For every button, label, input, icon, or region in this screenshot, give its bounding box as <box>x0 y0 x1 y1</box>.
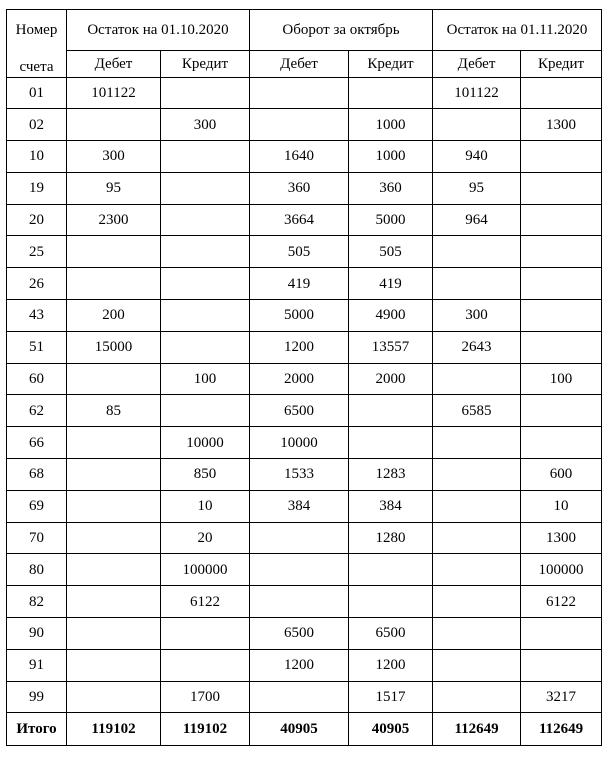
account-number-cell: 90 <box>7 618 67 650</box>
closing-credit-cell: 100000 <box>521 554 602 586</box>
opening-debit-cell: 300 <box>67 141 161 173</box>
opening-credit-cell <box>161 141 250 173</box>
table-row <box>7 204 602 236</box>
closing-credit-cell <box>521 236 602 268</box>
table-row <box>7 172 602 204</box>
opening-debit-cell <box>67 427 161 459</box>
turnover-debit-cell: 505 <box>250 236 349 268</box>
header-row-subs <box>7 51 602 78</box>
turnover-credit-cell: 1283 <box>349 459 433 491</box>
turnover-credit-cell: 360 <box>349 172 433 204</box>
turnover-credit-cell: 5000 <box>349 204 433 236</box>
turnover-debit-cell <box>250 109 349 141</box>
turnover-credit-cell: 1000 <box>349 109 433 141</box>
opening-credit-cell <box>161 77 250 109</box>
turnover-debit-cell <box>250 554 349 586</box>
opening-debit-cell <box>67 236 161 268</box>
closing-credit-cell: 10 <box>521 490 602 522</box>
closing-credit-cell: 6122 <box>521 586 602 618</box>
closing-credit-cell <box>521 300 602 332</box>
closing-debit-cell: 101122 <box>433 77 521 109</box>
closing-credit-cell: 600 <box>521 459 602 491</box>
closing-debit-cell <box>433 681 521 713</box>
account-number-cell: 19 <box>7 172 67 204</box>
turnover-debit-cell: 1533 <box>250 459 349 491</box>
account-number-cell: 25 <box>7 236 67 268</box>
turnover-credit-cell: 505 <box>349 236 433 268</box>
opening-debit-cell <box>67 522 161 554</box>
turnover-credit-cell <box>349 427 433 459</box>
table-row <box>7 490 602 522</box>
account-number-header-top: Номер <box>7 10 67 51</box>
closing-credit-cell <box>521 618 602 650</box>
closing-debit-cell <box>433 363 521 395</box>
opening-debit-cell <box>67 681 161 713</box>
closing-debit-cell <box>433 109 521 141</box>
opening-credit-cell: 300 <box>161 109 250 141</box>
closing-credit-cell <box>521 172 602 204</box>
opening-credit-cell: 10 <box>161 490 250 522</box>
table-body <box>7 77 602 713</box>
table-row <box>7 141 602 173</box>
opening-debit-cell: 101122 <box>67 77 161 109</box>
turnover-debit-cell <box>250 522 349 554</box>
opening-credit-cell <box>161 268 250 300</box>
opening-debit-cell <box>67 649 161 681</box>
table-row <box>7 77 602 109</box>
turnover-credit-cell: 6500 <box>349 618 433 650</box>
table-row <box>7 395 602 427</box>
opening-credit-cell: 6122 <box>161 586 250 618</box>
opening-debit-cell: 200 <box>67 300 161 332</box>
closing-debit-cell <box>433 554 521 586</box>
account-number-cell: 62 <box>7 395 67 427</box>
header-sub-credit: Кредит <box>349 51 433 78</box>
opening-credit-cell <box>161 172 250 204</box>
account-number-cell: 66 <box>7 427 67 459</box>
header-sub-credit: Кредит <box>161 51 250 78</box>
opening-credit-cell: 10000 <box>161 427 250 459</box>
header-sub-debit: Дебет <box>250 51 349 78</box>
opening-debit-cell: 15000 <box>67 331 161 363</box>
opening-credit-cell <box>161 395 250 427</box>
turnover-credit-cell <box>349 586 433 618</box>
opening-debit-cell <box>67 268 161 300</box>
turnover-debit-cell: 419 <box>250 268 349 300</box>
table-row <box>7 331 602 363</box>
turnover-debit-cell: 360 <box>250 172 349 204</box>
closing-credit-cell: 1300 <box>521 109 602 141</box>
opening-credit-cell: 20 <box>161 522 250 554</box>
account-number-cell: 99 <box>7 681 67 713</box>
turnover-debit-cell: 2000 <box>250 363 349 395</box>
account-number-cell: 26 <box>7 268 67 300</box>
turnover-debit-cell: 1200 <box>250 649 349 681</box>
account-number-cell: 82 <box>7 586 67 618</box>
closing-credit-cell <box>521 77 602 109</box>
closing-credit-cell <box>521 649 602 681</box>
table-header <box>7 10 602 78</box>
closing-debit-cell <box>433 268 521 300</box>
closing-credit-cell <box>521 395 602 427</box>
closing-credit-cell <box>521 204 602 236</box>
account-number-cell: 69 <box>7 490 67 522</box>
turnover-debit-cell <box>250 77 349 109</box>
opening-debit-cell: 95 <box>67 172 161 204</box>
table-row <box>7 681 602 713</box>
opening-debit-cell <box>67 554 161 586</box>
table-row <box>7 554 602 586</box>
opening-credit-cell <box>161 618 250 650</box>
total-cell: 119102 <box>161 713 250 746</box>
opening-debit-cell <box>67 490 161 522</box>
closing-credit-cell: 1300 <box>521 522 602 554</box>
total-cell: 112649 <box>433 713 521 746</box>
header-sub-debit: Дебет <box>433 51 521 78</box>
turnover-table <box>6 9 602 746</box>
account-number-cell: 60 <box>7 363 67 395</box>
turnover-credit-cell: 1200 <box>349 649 433 681</box>
closing-debit-cell <box>433 649 521 681</box>
header-sub-credit: Кредит <box>521 51 602 78</box>
turnover-credit-cell <box>349 554 433 586</box>
opening-credit-cell: 100 <box>161 363 250 395</box>
table-row <box>7 586 602 618</box>
header-closing-balance: Остаток на 01.11.2020 <box>433 10 602 51</box>
turnover-credit-cell <box>349 395 433 427</box>
opening-credit-cell <box>161 236 250 268</box>
table-row <box>7 649 602 681</box>
closing-debit-cell: 6585 <box>433 395 521 427</box>
closing-credit-cell: 100 <box>521 363 602 395</box>
turnover-credit-cell: 384 <box>349 490 433 522</box>
closing-debit-cell: 300 <box>433 300 521 332</box>
opening-debit-cell <box>67 586 161 618</box>
header-sub-debit: Дебет <box>67 51 161 78</box>
closing-debit-cell: 95 <box>433 172 521 204</box>
closing-credit-cell: 3217 <box>521 681 602 713</box>
turnover-debit-cell <box>250 586 349 618</box>
account-number-cell: 01 <box>7 77 67 109</box>
account-number-header-bottom: счета <box>7 51 67 78</box>
total-cell: 112649 <box>521 713 602 746</box>
turnover-credit-cell: 13557 <box>349 331 433 363</box>
closing-debit-cell <box>433 490 521 522</box>
closing-debit-cell: 940 <box>433 141 521 173</box>
closing-credit-cell <box>521 427 602 459</box>
opening-credit-cell <box>161 300 250 332</box>
total-cell: 119102 <box>67 713 161 746</box>
account-number-cell: 68 <box>7 459 67 491</box>
account-number-cell: 43 <box>7 300 67 332</box>
opening-credit-cell: 100000 <box>161 554 250 586</box>
table-row <box>7 427 602 459</box>
account-number-cell: 10 <box>7 141 67 173</box>
table-row <box>7 459 602 491</box>
account-number-cell: 02 <box>7 109 67 141</box>
opening-debit-cell <box>67 618 161 650</box>
turnover-debit-cell: 10000 <box>250 427 349 459</box>
opening-debit-cell <box>67 109 161 141</box>
opening-debit-cell: 85 <box>67 395 161 427</box>
turnover-credit-cell: 1517 <box>349 681 433 713</box>
account-number-cell: 70 <box>7 522 67 554</box>
closing-debit-cell <box>433 522 521 554</box>
balance-sheet-document <box>6 9 602 746</box>
table-footer <box>7 713 602 746</box>
table-row <box>7 109 602 141</box>
closing-debit-cell: 964 <box>433 204 521 236</box>
opening-debit-cell <box>67 363 161 395</box>
opening-credit-cell <box>161 204 250 236</box>
turnover-debit-cell: 3664 <box>250 204 349 236</box>
turnover-credit-cell: 2000 <box>349 363 433 395</box>
table-row <box>7 363 602 395</box>
opening-debit-cell: 2300 <box>67 204 161 236</box>
closing-debit-cell: 2643 <box>433 331 521 363</box>
opening-credit-cell <box>161 649 250 681</box>
turnover-credit-cell <box>349 77 433 109</box>
closing-debit-cell <box>433 618 521 650</box>
header-turnover: Оборот за октябрь <box>250 10 433 51</box>
turnover-debit-cell: 6500 <box>250 395 349 427</box>
opening-credit-cell: 1700 <box>161 681 250 713</box>
turnover-debit-cell: 1640 <box>250 141 349 173</box>
closing-credit-cell <box>521 268 602 300</box>
closing-debit-cell <box>433 427 521 459</box>
table-row <box>7 300 602 332</box>
table-row <box>7 268 602 300</box>
closing-debit-cell <box>433 459 521 491</box>
turnover-credit-cell: 4900 <box>349 300 433 332</box>
turnover-debit-cell: 1200 <box>250 331 349 363</box>
turnover-credit-cell: 419 <box>349 268 433 300</box>
opening-debit-cell <box>67 459 161 491</box>
total-cell: 40905 <box>349 713 433 746</box>
header-opening-balance: Остаток на 01.10.2020 <box>67 10 250 51</box>
closing-debit-cell <box>433 236 521 268</box>
turnover-debit-cell: 6500 <box>250 618 349 650</box>
total-row <box>7 713 602 746</box>
turnover-debit-cell <box>250 681 349 713</box>
table-row <box>7 522 602 554</box>
account-number-cell: 91 <box>7 649 67 681</box>
turnover-debit-cell: 384 <box>250 490 349 522</box>
turnover-credit-cell: 1000 <box>349 141 433 173</box>
account-number-cell: 80 <box>7 554 67 586</box>
turnover-debit-cell: 5000 <box>250 300 349 332</box>
table-row <box>7 618 602 650</box>
total-cell: 40905 <box>250 713 349 746</box>
opening-credit-cell <box>161 331 250 363</box>
account-number-cell: 20 <box>7 204 67 236</box>
header-row-groups <box>7 10 602 51</box>
closing-credit-cell <box>521 331 602 363</box>
total-label: Итого <box>7 713 67 746</box>
turnover-credit-cell: 1280 <box>349 522 433 554</box>
account-number-cell: 51 <box>7 331 67 363</box>
opening-credit-cell: 850 <box>161 459 250 491</box>
closing-debit-cell <box>433 586 521 618</box>
table-row <box>7 236 602 268</box>
closing-credit-cell <box>521 141 602 173</box>
